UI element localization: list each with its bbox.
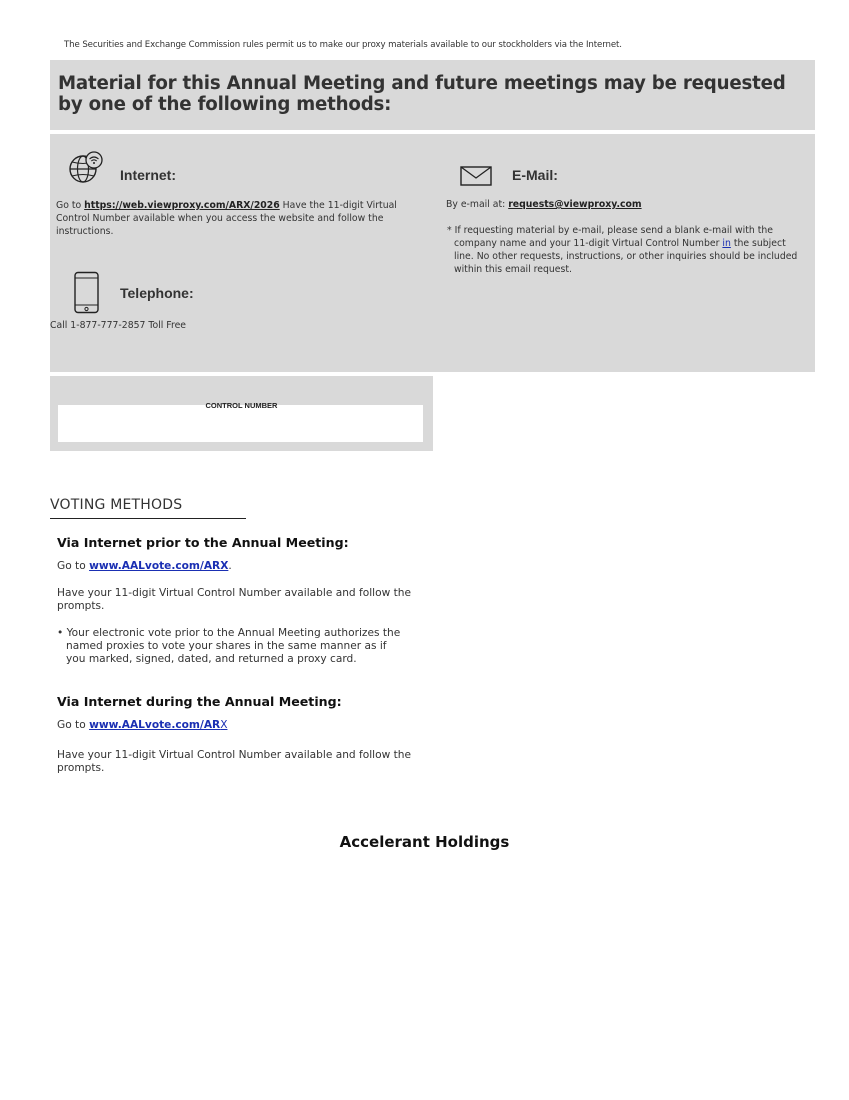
telephone-heading: Telephone: (120, 285, 194, 301)
request-methods-panel (50, 134, 815, 372)
during-go-to-line (57, 719, 447, 732)
prior-bullet: • Your electronic vote prior to the Annual Meeting authorizes the named proxies to vote your shares in the same manner as if you marked, signed, dated, and returned a proxy card. (57, 627, 401, 666)
email-address-line (446, 198, 806, 211)
prior-instruction: Have your 11-digit Virtual Control Number available and follow the prompts. (57, 587, 412, 613)
phone-icon (73, 271, 101, 315)
prior-meeting-heading: Via Internet prior to the Annual Meeting: (57, 535, 349, 550)
envelope-icon (460, 166, 492, 186)
during-meeting-heading: Via Internet during the Annual Meeting: (57, 694, 342, 709)
internet-instructions (56, 199, 411, 238)
during-instruction: Have your 11-digit Virtual Control Number available and follow the prompts. (57, 749, 412, 775)
voting-methods-heading: VOTING METHODS (50, 497, 183, 513)
internet-url-link[interactable]: https://web.viewproxy.com/ARX/2026 (84, 200, 280, 211)
control-number-label: CONTROL NUMBER (205, 401, 278, 410)
email-note (447, 224, 799, 276)
email-text-prefix: By e-mail at: (446, 199, 509, 210)
prior-vote-link[interactable]: www.AALvote.com/ARX (89, 560, 229, 572)
telephone-number: Call 1-877-777-2857 Toll Free (50, 320, 187, 331)
control-number-field (58, 405, 423, 442)
email-note-part-a: * If requesting material by e-mail, please send a blank e-mail with the company name and your 11-digit Virtual Control Number (447, 225, 773, 249)
prior-go-prefix: Go to (57, 560, 90, 572)
email-address-link[interactable]: requests@viewproxy.com (508, 199, 642, 210)
request-banner (50, 60, 815, 130)
prior-go-suffix: . (228, 560, 232, 572)
internet-text-prefix: Go to (56, 200, 85, 211)
during-vote-link-tail[interactable]: X (220, 719, 228, 731)
control-number-box (50, 376, 433, 451)
sec-notice: The Securities and Exchange Commission rules permit us to make our proxy materials available to our stockholders via the Internet. (64, 40, 622, 50)
during-vote-link[interactable]: www.AALvote.com/AR (89, 719, 221, 731)
company-name: Accelerant Holdings (339, 833, 510, 851)
during-go-prefix: Go to (57, 719, 90, 731)
banner-title: Material for this Annual Meeting and future meetings may be requested by one of the following methods: (58, 73, 786, 115)
internet-text-suffix: Have the 11-digit Virtual Control Number available when you access the website and follow the instructions. (56, 200, 397, 237)
voting-heading-underline (50, 518, 246, 519)
email-note-part-b: the subject line. No other requests, instructions, or other inquiries should be included within this email request. (454, 238, 798, 275)
prior-go-to-line (57, 560, 447, 573)
email-note-in: in (722, 238, 731, 249)
email-heading: E-Mail: (512, 167, 558, 183)
globe-wifi-icon (67, 150, 103, 184)
internet-heading: Internet: (120, 167, 176, 183)
